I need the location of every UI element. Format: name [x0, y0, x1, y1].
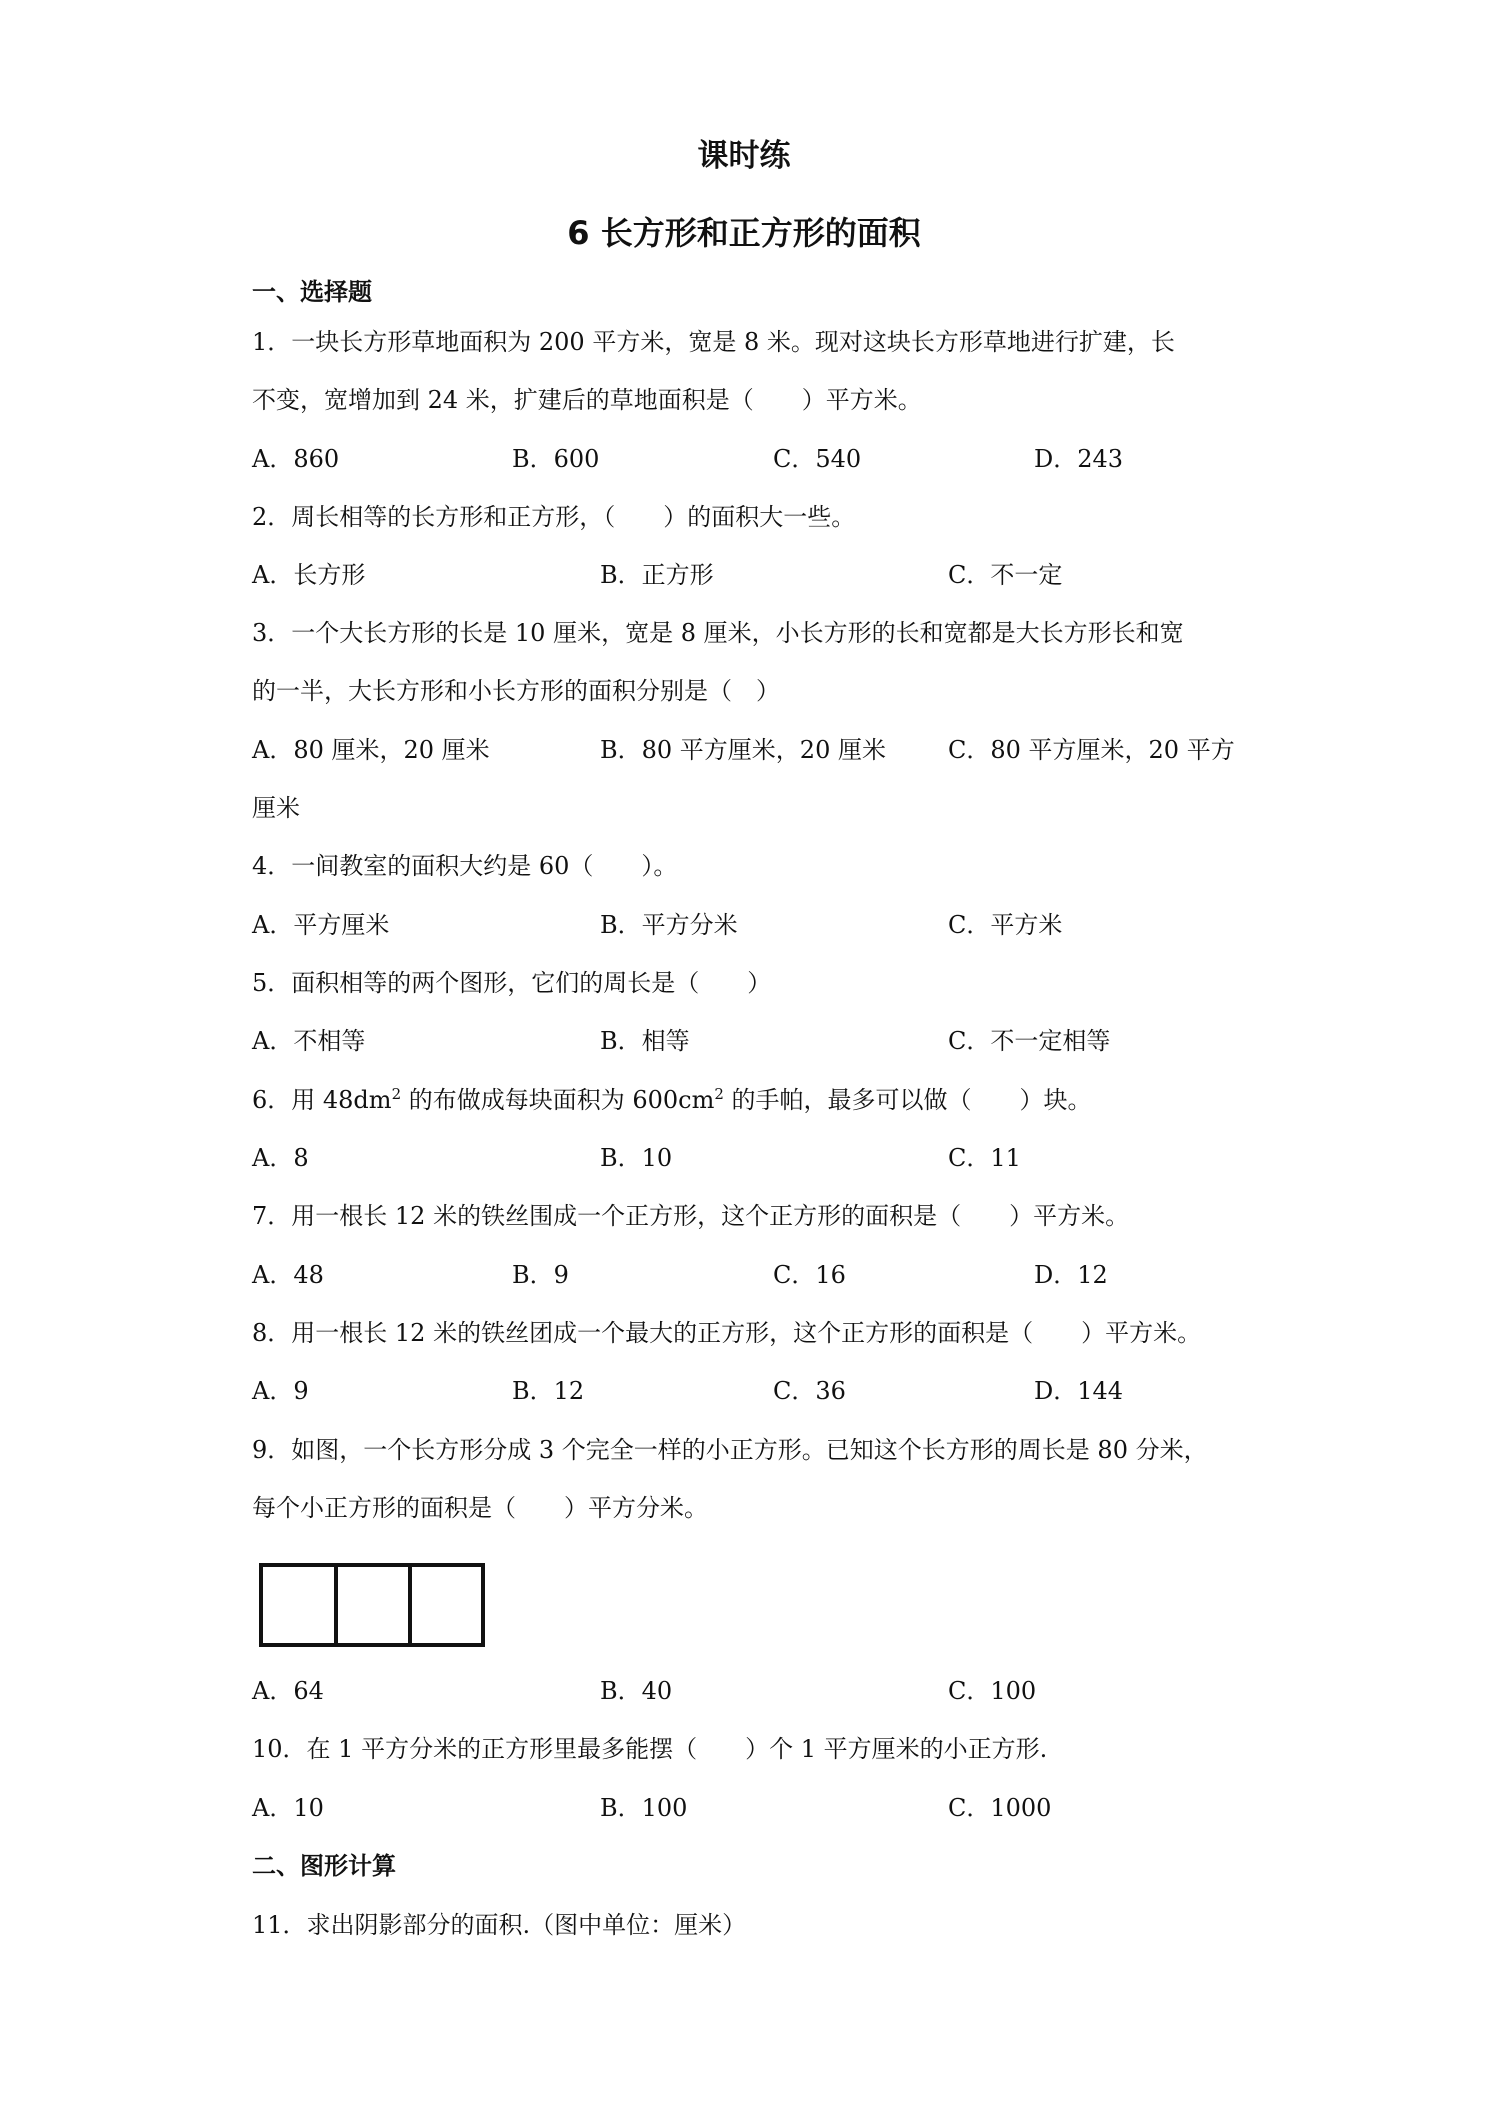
question-3-line-2: 的一半，大长方形和小长方形的面积分别是（ ） [252, 677, 780, 705]
question-1-line-1: 1．一块长方形草地面积为 200 平方米，宽是 8 米。现对这块长方形草地进行扩建，长 [252, 328, 1175, 356]
q7-option-c: C．16 [773, 1261, 846, 1289]
q1-option-b: B．600 [512, 445, 600, 473]
q6-exponent-1: 2 [391, 1085, 402, 1103]
q8-option-d: D．144 [1034, 1377, 1124, 1405]
q6-text-3: 的手帕，最多可以做（ ）块。 [723, 1086, 1092, 1114]
q8-option-c: C．36 [773, 1377, 846, 1405]
question-2: 2．周长相等的长方形和正方形，（ ）的面积大一些。 [252, 503, 856, 531]
q7-option-b: B．9 [512, 1261, 569, 1289]
q5-option-a: A．不相等 [252, 1027, 366, 1055]
q5-option-b: B．相等 [600, 1027, 690, 1055]
q1-option-a: A．860 [252, 445, 340, 473]
three-squares-figure [258, 1562, 486, 1648]
question-8: 8．用一根长 12 米的铁丝团成一个最大的正方形，这个正方形的面积是（ ）平方米。 [252, 1319, 1202, 1347]
q3-option-a: A．80 厘米，20 厘米 [252, 736, 490, 764]
q6-option-a: A．8 [252, 1144, 309, 1172]
section-heading-choice: 一、选择题 [252, 278, 372, 306]
lesson-title: 6 长方形和正方形的面积 [567, 214, 921, 252]
question-9-line-1: 9．如图，一个长方形分成 3 个完全一样的小正方形。已知这个长方形的周长是 80 分米， [252, 1436, 1208, 1464]
q7-option-d: D．12 [1034, 1261, 1108, 1289]
q4-option-a: A．平方厘米 [252, 911, 390, 939]
question-7: 7．用一根长 12 米的铁丝围成一个正方形，这个正方形的面积是（ ）平方米。 [252, 1202, 1130, 1230]
question-4: 4．一间教室的面积大约是 60（ ）。 [252, 852, 678, 880]
question-1-line-2: 不变，宽增加到 24 米，扩建后的草地面积是（ ）平方米。 [252, 386, 922, 414]
q2-option-b: B．正方形 [600, 561, 714, 589]
q8-option-a: A．9 [252, 1377, 309, 1405]
q10-option-a: A．10 [252, 1794, 324, 1822]
q6-option-b: B．10 [600, 1144, 673, 1172]
section-heading-figure-calc: 二、图形计算 [252, 1852, 396, 1880]
q2-option-a: A．长方形 [252, 561, 366, 589]
q9-option-c: C．100 [948, 1677, 1037, 1705]
q6-option-c: C．11 [948, 1144, 1021, 1172]
q10-option-c: C．1000 [948, 1794, 1052, 1822]
q6-text-2: 的布做成每块面积为 600cm [401, 1086, 715, 1114]
q9-option-a: A．64 [252, 1677, 324, 1705]
q9-option-b: B．40 [600, 1677, 673, 1705]
q3-option-b: B．80 平方厘米，20 厘米 [600, 736, 886, 764]
q4-option-b: B．平方分米 [600, 911, 738, 939]
outer-rectangle [261, 1565, 483, 1645]
page-title: 课时练 [697, 138, 791, 174]
q10-option-b: B．100 [600, 1794, 688, 1822]
q1-option-d: D．243 [1034, 445, 1124, 473]
question-11: 11．求出阴影部分的面积.（图中单位：厘米） [252, 1911, 747, 1939]
q5-option-c: C．不一定相等 [948, 1027, 1111, 1055]
question-3-line-1: 3．一个大长方形的长是 10 厘米，宽是 8 厘米，小长方形的长和宽都是大长方形长和宽 [252, 619, 1184, 647]
q8-option-b: B．12 [512, 1377, 585, 1405]
q3-option-c: C．80 平方厘米，20 平方 [948, 736, 1235, 764]
q4-option-c: C．平方米 [948, 911, 1063, 939]
q7-option-a: A．48 [252, 1261, 324, 1289]
q2-option-c: C．不一定 [948, 561, 1063, 589]
q1-option-c: C．540 [773, 445, 862, 473]
q3-option-c-wrap: 厘米 [252, 794, 300, 822]
q6-exponent-2: 2 [714, 1085, 724, 1103]
question-6 [252, 1080, 1092, 1115]
q6-text-1: 6．用 48dm [252, 1086, 392, 1114]
question-5: 5．面积相等的两个图形，它们的周长是（ ） [252, 969, 772, 997]
question-9-line-2: 每个小正方形的面积是（ ）平方分米。 [252, 1494, 708, 1522]
question-10: 10．在 1 平方分米的正方形里最多能摆（ ）个 1 平方厘米的小正方形. [252, 1735, 1048, 1763]
